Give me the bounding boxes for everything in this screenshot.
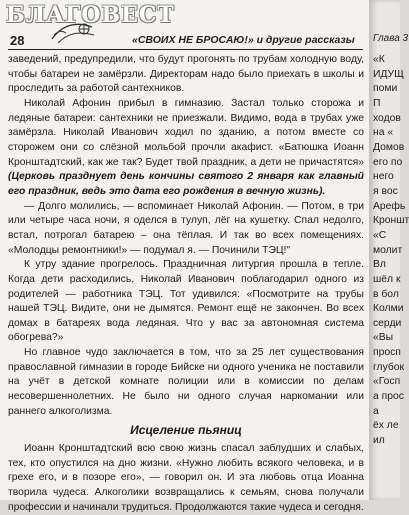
- emphasized-note: (Церковь празднует день кончины святого 2 января как главный его праздник, ведь это дата его рождения в вечную жизнь).: [8, 171, 364, 197]
- line-fragment: молит: [373, 244, 403, 256]
- line-fragment: Колми: [373, 303, 404, 315]
- watermark-logo: БЛАГОВЕСТ: [6, 2, 175, 28]
- line-fragment: П: [373, 97, 381, 109]
- line-fragment: в бол: [373, 288, 399, 300]
- line-fragment: a: [373, 405, 379, 417]
- line-fragment: Вл: [373, 259, 386, 271]
- line-fragment: поми: [373, 83, 398, 95]
- line-fragment: «К: [373, 54, 385, 65]
- paragraph: Иоанн Кронштадтский всю свою жизнь спасал заблудших и слабых, тех, кто опустился на дно жизни. «Нужно любить всякого человека, и в грехе его, и в позоре его», — говорил он. И эта любовь отца Иоанна творила чудеса. Алкоголики возвращались к семьям, снова получали профессии и начинали трудиться. Продолжаются такие чудеса и сегодня.: [8, 443, 364, 513]
- line-fragment: ил: [373, 435, 385, 447]
- right-running-head: Глава 3: [373, 33, 409, 44]
- line-fragment: «Госп: [373, 376, 401, 388]
- page-header: [8, 31, 363, 50]
- line-fragment: просп: [373, 347, 401, 359]
- line-fragment: «Вы: [373, 332, 394, 344]
- section-title: Исцеление пьяниц: [130, 423, 242, 438]
- right-page-lines: [373, 53, 409, 449]
- line-fragment: его по: [373, 156, 403, 168]
- line-fragment: ИДУЩ: [373, 68, 404, 80]
- line-fragment: я вос: [373, 185, 398, 197]
- line-fragment: а прос: [373, 391, 404, 403]
- paragraph: — Долго молились, — вспоминает Николай Афонин. — Потом, в три или четыре часа ночи, я оделся в тулуп, лёг на кушетку. Спал недолго, встал, потрогал батарею – она тёплая. И так во всех помещениях. «Молодцы ремонтники!» — подумал я. — Починили ТЭЦ!": [8, 200, 364, 256]
- line-fragment: него: [373, 171, 394, 183]
- right-page: [369, 0, 409, 500]
- running-head: «СВОИХ НЕ БРОСАЮ!» и другие рассказы: [132, 34, 355, 46]
- line-fragment: глубок: [373, 361, 405, 373]
- line-fragment: ёх ле: [373, 420, 399, 432]
- line-fragment: Домов: [373, 141, 405, 153]
- paragraph: Николай Афонин прибыл в гимназию. Застал только сторожа и ледяные батареи: сантехники не приезжали. Видимо, вода в трубах уже замёрзла. Николай Иванович ходил по зданию, а потом вместе со сторожем они со слёзной мольбой прочли акафист. «Батюшка Иоанн Кронштадтский, как же так? Будет твой праздник, а дети не причастятся» (Церковь празднует день кончины святого 2 января как главный его праздник, ведь это дата его рождения в вечную жизнь).: [8, 97, 364, 197]
- line-fragment: Кроншт: [373, 215, 409, 227]
- line-fragment: на «: [373, 127, 394, 139]
- page-body: [8, 53, 364, 515]
- line-fragment: ходов: [373, 112, 401, 124]
- paragraph: Но главное чудо заключается в том, что за 25 лет существования православной гимназии в городе Бийске ни одного ученика не поставили на учёт в детской комнате полиции или в комиссии по делам несовершеннолетних. Не было ни одного случая наркомании или раннего алкоголизма.: [8, 347, 364, 417]
- line-fragment: Арефь: [373, 200, 406, 212]
- paragraph: заведений, предупредили, что будут прогонять по трубам холодную воду, чтобы батареи не замёрзли. Директорам надо было приехать в школы и проследить за работой сантехников.: [8, 54, 364, 95]
- line-fragment: «С: [373, 229, 387, 241]
- page-number: 28: [10, 33, 25, 48]
- paragraph: К утру здание прогрелось. Праздничная литургия прошла в тепле. Когда дети расходились, Николай Иванович поблагодарил одного из родителей — работника ТЭЦ. Тот удивился: «Посмотрите на трубы нашей ТЭЦ. Видите, они не дымятся. Ремонт ещё не закончен. Во всех домах в батареях вода ледяная. Что у вас за автономная система обогрева?»: [8, 259, 364, 344]
- line-fragment: серди: [373, 317, 402, 329]
- line-fragment: шёл к: [373, 273, 401, 285]
